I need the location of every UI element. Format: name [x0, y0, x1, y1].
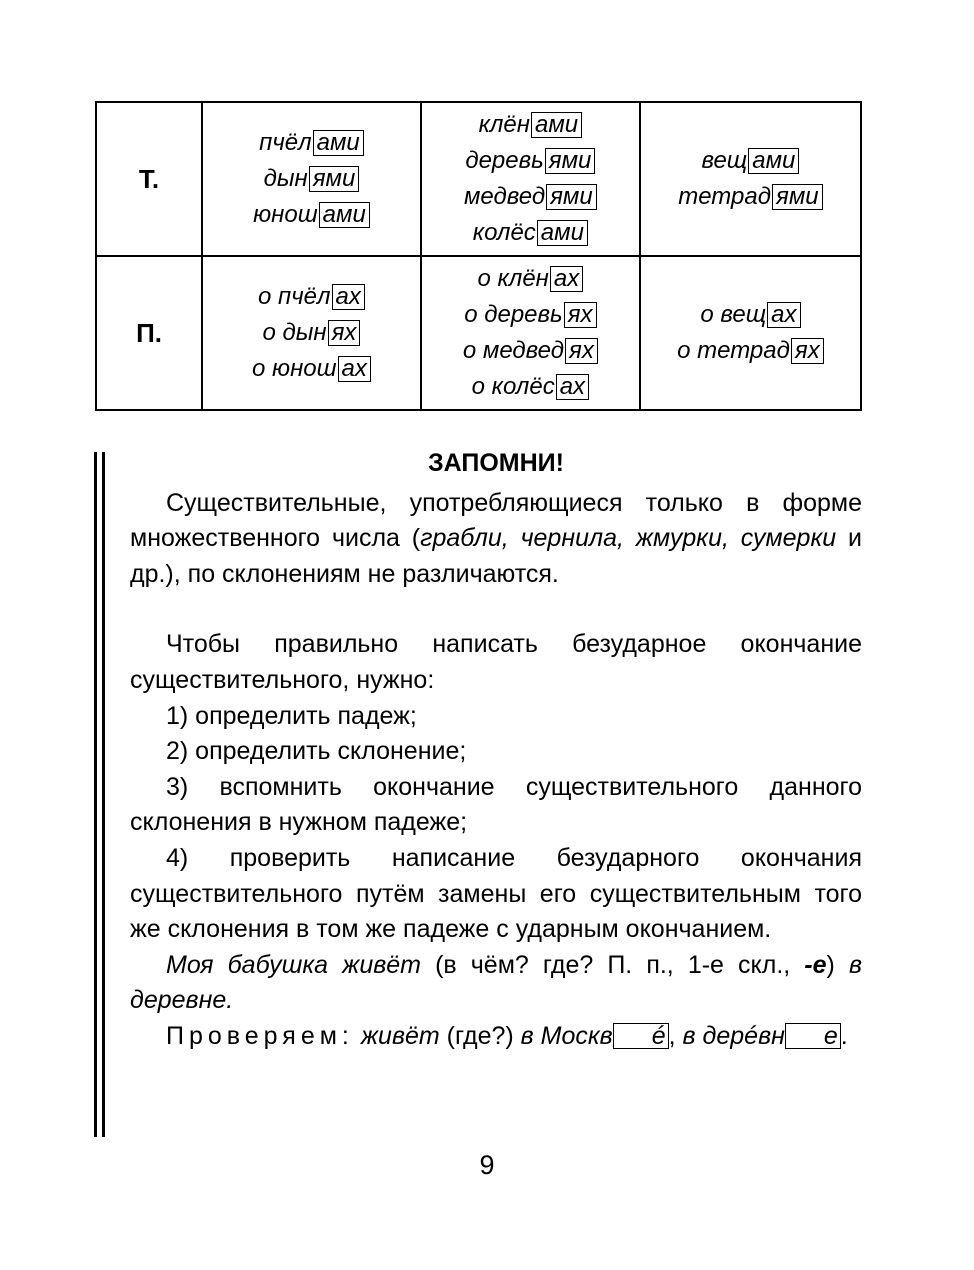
page-number: 9 — [479, 1150, 495, 1180]
word-form: вещ ами — [641, 143, 860, 179]
memo-paragraph-rule: Чтобы правильно написать безударное окончание существительного, нужно: — [130, 630, 862, 694]
rule-step: 1) определить падеж; — [166, 701, 417, 730]
memo-title: ЗАПОМНИ! — [428, 449, 564, 477]
example-sentence: Моя бабушка живёт (в чём? где? П. п., 1-е скл., -е) в деревне. — [130, 950, 862, 1015]
second-declension-cell — [421, 256, 640, 410]
case-label: Т. — [96, 102, 202, 256]
word-form: о дын ях — [203, 315, 420, 351]
ending-box: ах — [556, 374, 589, 400]
ending-box: ах — [550, 266, 583, 292]
memo-block — [130, 446, 862, 1055]
ending-box: ами — [537, 220, 588, 246]
ending-box: ах — [338, 356, 371, 382]
ending-box: ах — [767, 302, 800, 328]
first-declension-cell — [202, 102, 421, 256]
word-form: о юнош ах — [203, 351, 420, 387]
word-form: тетрад ями — [641, 179, 860, 215]
table-row-prepositional — [96, 256, 861, 410]
word-form: о клён ах — [422, 261, 639, 297]
ending-marker: -е — [804, 950, 827, 979]
word-form: о медвед ях — [422, 333, 639, 369]
rule-line — [94, 452, 97, 1137]
word-form: юнош ами — [203, 197, 420, 233]
rule-step: 4) проверить написание безударного окончания существительного путём замены его существительным того же склонения в том же падеже с ударным окончанием. — [130, 843, 862, 944]
ending-box: ях — [564, 302, 597, 328]
word-form: о колёс ах — [422, 369, 639, 405]
ending-box: е — [785, 1023, 841, 1049]
word-form: пчёл ами — [203, 125, 420, 161]
ending-box: ями — [309, 166, 360, 192]
examples-text: грабли, чернила, жмурки, сумерки — [420, 524, 837, 553]
ending-box: ами — [319, 202, 370, 228]
ending-box: ями — [772, 184, 823, 210]
ending-box: ами — [748, 148, 799, 174]
ending-box: é — [613, 1023, 669, 1049]
first-declension-cell — [202, 256, 421, 410]
word-form: о тетрад ях — [641, 333, 860, 369]
case-label: П. — [96, 256, 202, 410]
rule-line — [102, 452, 105, 1137]
ending-box: ях — [565, 338, 598, 364]
ending-box: ях — [791, 338, 824, 364]
ending-box: ями — [545, 148, 596, 174]
check-label: Проверяем: — [166, 1021, 354, 1050]
rule-step: 2) определить склонение; — [166, 737, 467, 766]
ending-box: ами — [313, 130, 364, 156]
rule-step: 3) вспомнить окончание существительного данного склонения в нужном падеже; — [130, 772, 862, 837]
memo-double-rule — [94, 452, 107, 1137]
ending-box: ях — [328, 320, 361, 346]
word-form: деревь ями — [422, 143, 639, 179]
ending-box: ями — [546, 184, 597, 210]
third-declension-cell — [640, 102, 861, 256]
second-declension-cell — [421, 102, 640, 256]
word-form: о вещ ах — [641, 297, 860, 333]
word-form: о деревь ях — [422, 297, 639, 333]
third-declension-cell — [640, 256, 861, 410]
ending-box: ами — [531, 112, 582, 138]
word-form: колёс ами — [422, 215, 639, 251]
declension-table — [95, 101, 862, 411]
ending-box: ах — [332, 284, 365, 310]
word-form: медвед ями — [422, 179, 639, 215]
word-form: о пчёл ах — [203, 279, 420, 315]
table-row-instrumental — [96, 102, 861, 256]
word-form: клён ами — [422, 107, 639, 143]
check-sentence: Проверяем: живёт (где?) в Москв é , в дерéвн е . — [166, 1021, 848, 1050]
word-form: дын ями — [203, 161, 420, 197]
memo-paragraph-plural: Существительные, употребляющиеся только в форме множественного числа (грабли, чернила, жмурки, сумерки и др.), по склонениям не различаются. — [130, 488, 862, 588]
